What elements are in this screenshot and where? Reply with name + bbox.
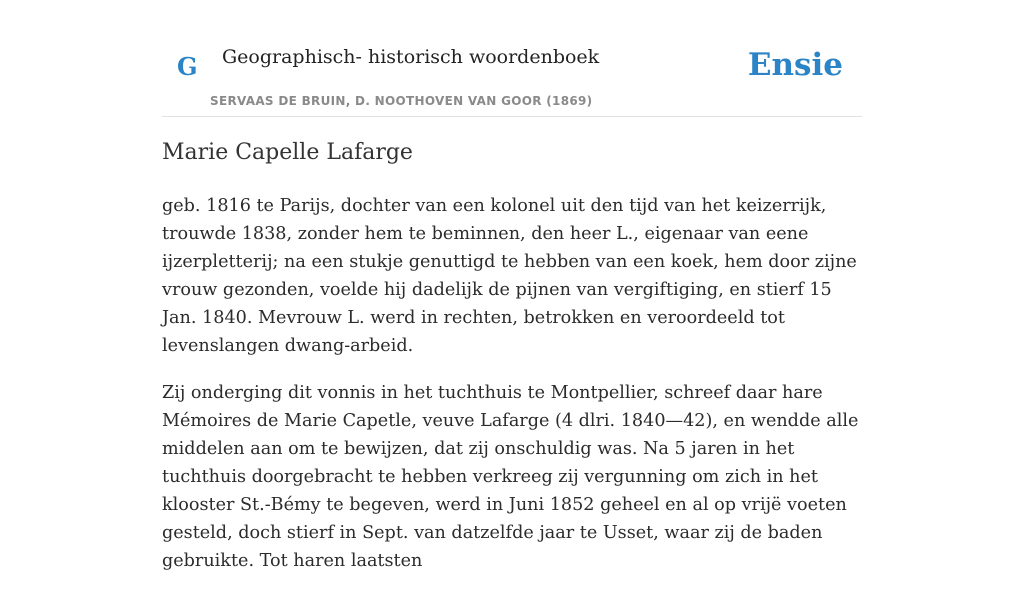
entry-body [162, 192, 864, 594]
paragraph: geb. 1816 te Parijs, dochter van een kolonel uit den tijd van het keizerrijk, trouwde 1838, zonder hem te beminnen, den heer L., eigenaar van eene ijzerpletterij; na een stukje genuttigd te hebben van een koek, hem door zijne vrouw gezonden, voelde hij dadelijk de pijnen van vergiftiging, en stierf 15 Jan. 1840. Mevrouw L. werd in rechten, betrokken en veroordeeld tot levenslangen dwang-arbeid. [162, 196, 857, 356]
book-title-link[interactable]: Geographisch- historisch woordenboek [222, 46, 600, 68]
source-logo-icon[interactable]: G [177, 52, 198, 81]
book-meta: SERVAAS DE BRUIN, D. NOOTHOVEN VAN GOOR (1869) [210, 94, 593, 108]
entry-title: Marie Capelle Lafarge [162, 140, 413, 165]
header [162, 0, 862, 117]
page [162, 0, 862, 571]
paragraph: Zij onderging dit vonnis in het tuchthuis te Montpellier, schreef daar hare Mémoires de Marie Capetle, veuve Lafarge (4 dlri. 1840—42), en wendde alle middelen aan om te bewijzen, dat zij onschuldig was. Na 5 jaren in het tuchthuis doorgebracht te hebben verkreeg zij vergunning om zich in het klooster St.-Bémy te begeven, werd in Juni 1852 geheel en al op vrijë voeten gesteld, doch stierf in Sept. van datzelfde jaar te Usset, waar zij de baden gebruikte. Tot haren laatsten [162, 383, 859, 571]
brand-logo[interactable]: Ensie [747, 47, 843, 83]
